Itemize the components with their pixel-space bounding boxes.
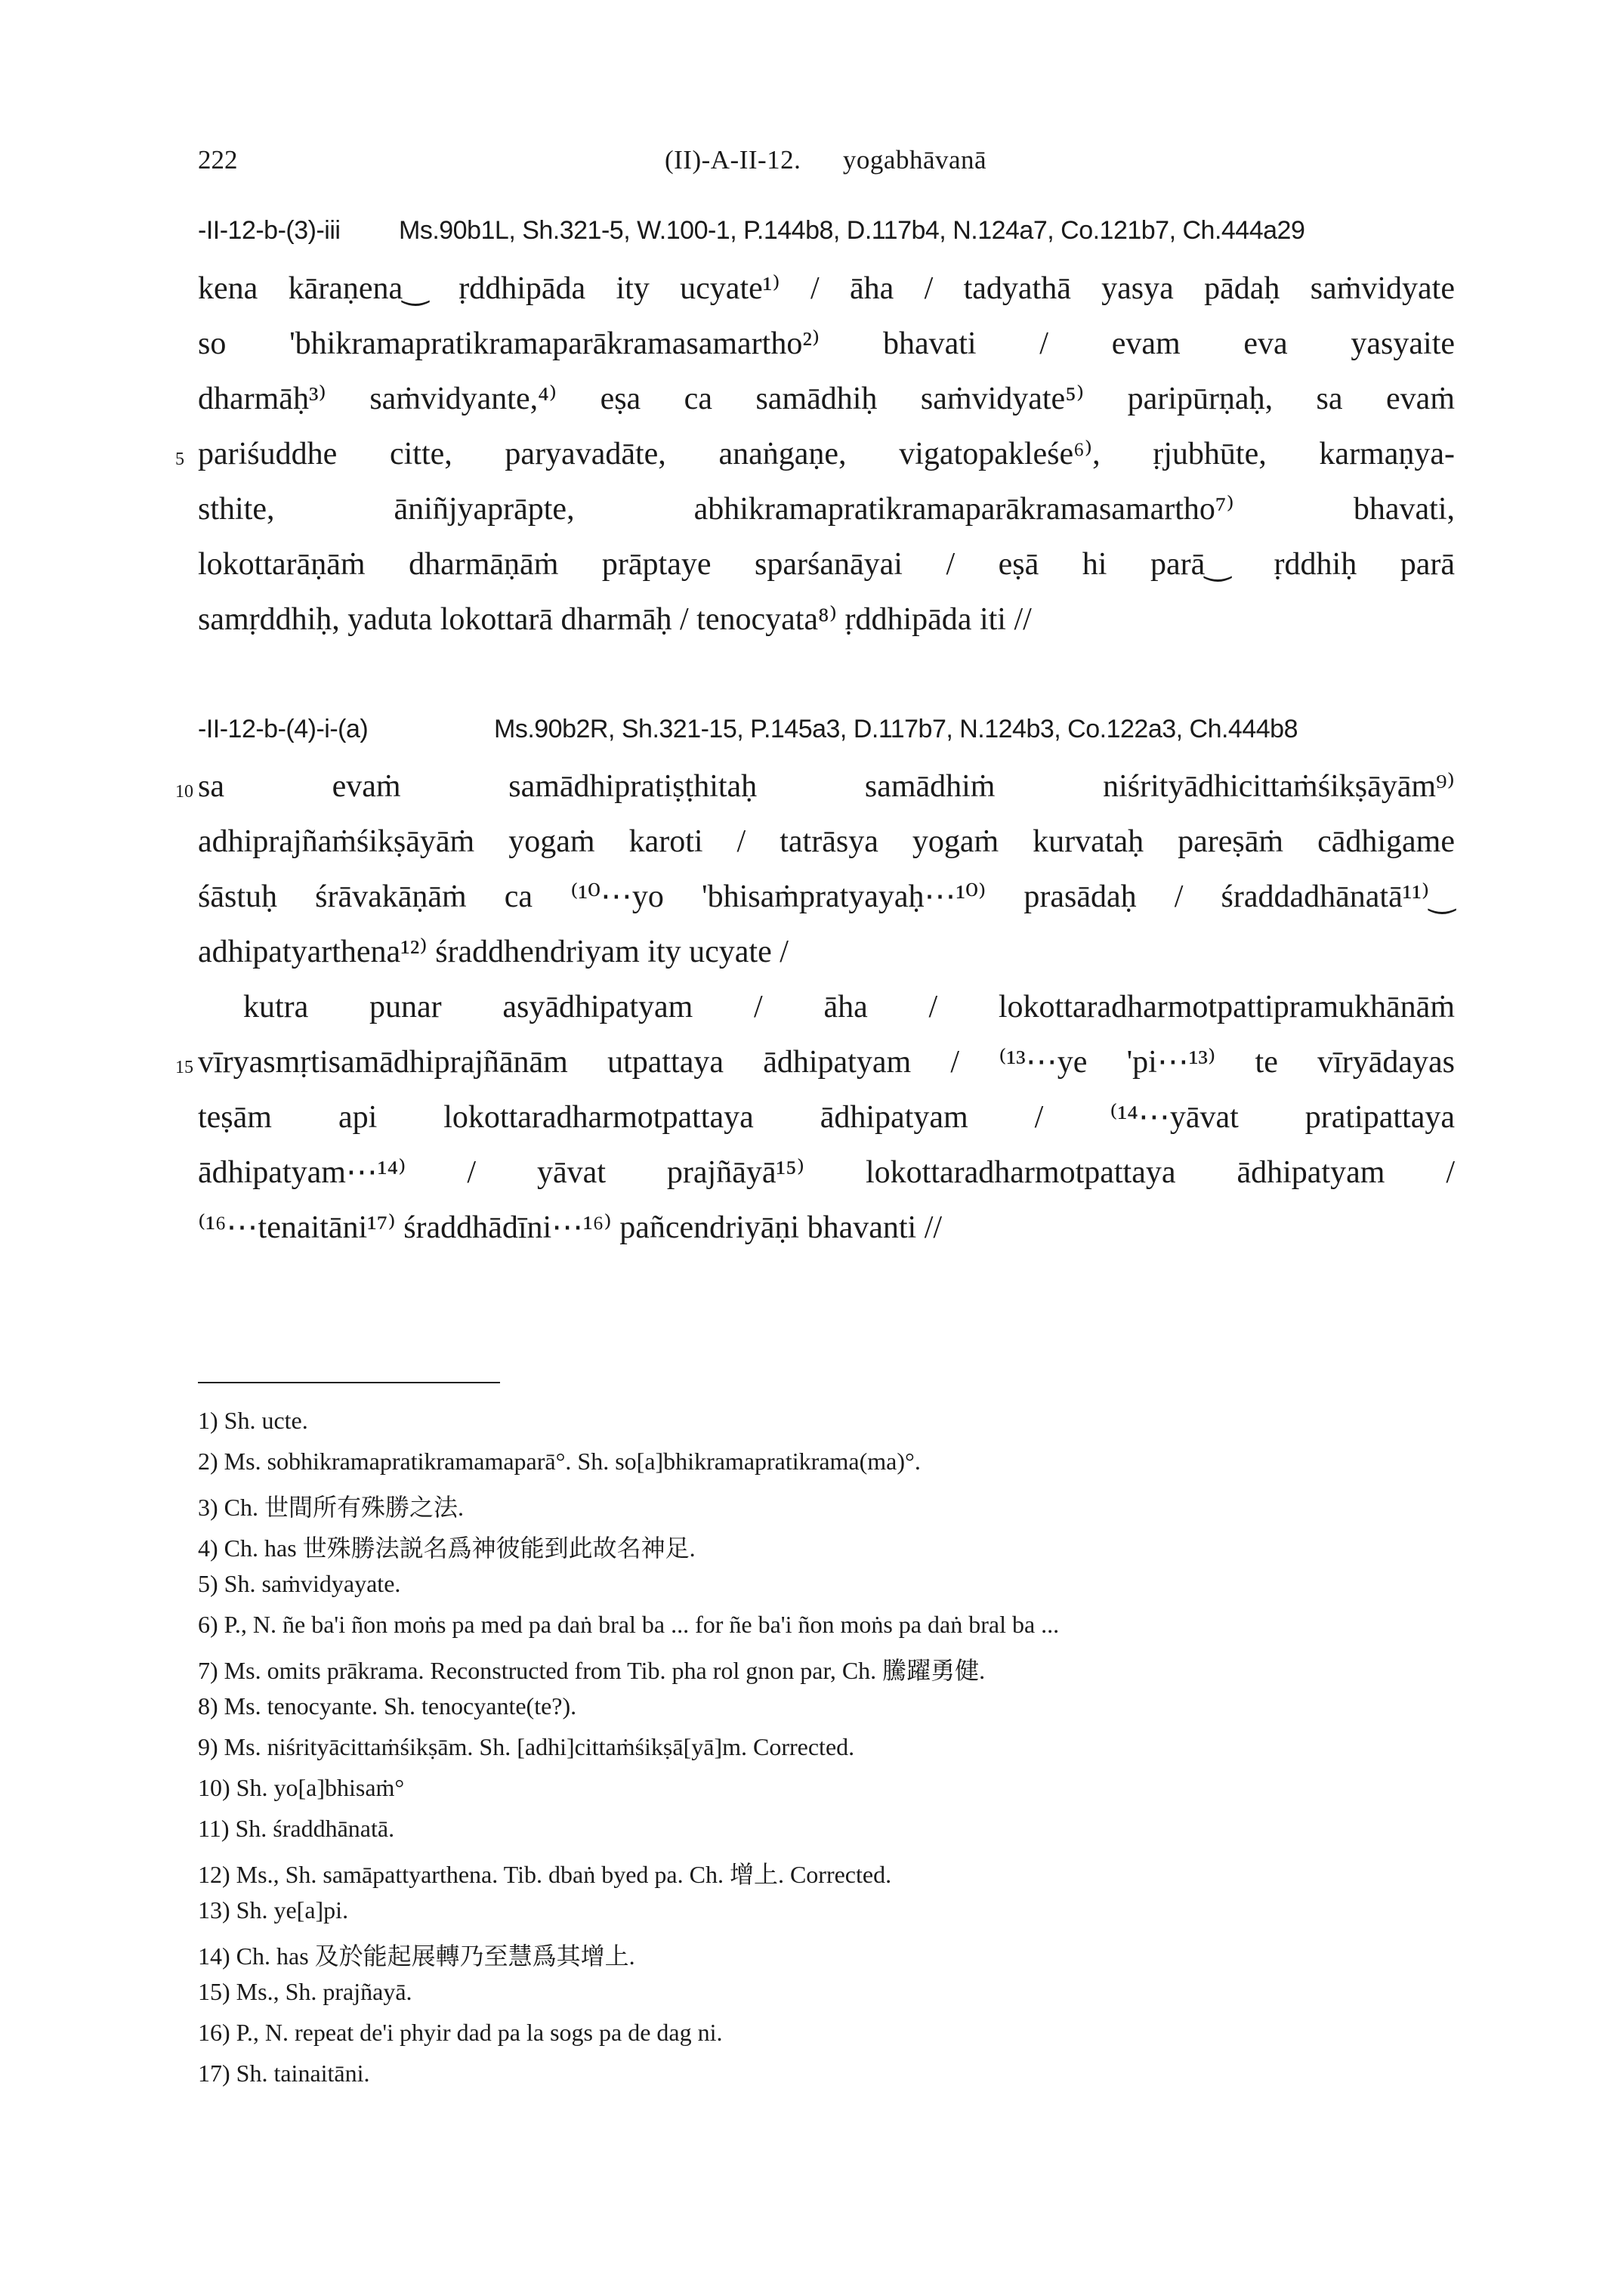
text-line: adhipatyarthena¹²⁾ śraddhendriyam ity ucyate / (198, 935, 789, 969)
footnote: 8) Ms. tenocyante. Sh. tenocyante(te?). (198, 1692, 577, 1720)
footnote: 3) Ch. 世間所有殊勝之法. (198, 1494, 465, 1521)
text-line: dharmāḥ³⁾ saṁvidyante,⁴⁾ eṣa ca samādhiḥ saṁvidyate⁵⁾ paripūrṇaḥ, sa evaṁ (198, 382, 1455, 416)
text-line: ādhipatyam⋯¹⁴⁾ / yāvat prajñāyā¹⁵⁾ lokottaradharmotpattaya ādhipatyam / (198, 1155, 1455, 1190)
text-line: śāstuḥ śrāvakāṇāṁ ca ⁽¹⁰⋯yo 'bhisaṁpratyayaḥ⋯¹⁰⁾ prasādaḥ / śraddadhānatā¹¹⁾‿ (198, 879, 1455, 914)
text-line: ⁽¹⁶⋯tenaitāni¹⁷⁾ śraddhādīni⋯¹⁶⁾ pañcendriyāṇi bhavanti // (198, 1210, 943, 1245)
footnote: 5) Sh. saṁvidyayate. (198, 1570, 401, 1597)
section-id: -II-12-b-(3)-iii (198, 216, 341, 245)
text-line: adhiprajñaṁśikṣāyāṁ yogaṁ karoti / tatrāsya yogaṁ kurvataḥ pareṣāṁ cādhigame (198, 824, 1455, 859)
footnote: 11) Sh. śraddhānatā. (198, 1815, 395, 1842)
line-number: 15 (175, 1058, 193, 1077)
text-line: sa evaṁ samādhipratiṣṭhitaḥ samādhiṁ niśrityādhicittaṁśikṣāyām⁹⁾ (198, 769, 1455, 804)
text-line: vīryasmṛtisamādhiprajñānām utpattaya ādhipatyam / ⁽¹³⋯ye 'pi⋯¹³⁾ te vīryādayas (198, 1045, 1455, 1080)
footnote: 10) Sh. yo[a]bhisaṁ° (198, 1774, 405, 1801)
text-line: kena kāraṇena‿ ṛddhipāda ity ucyate¹⁾ / āha / tadyathā yasya pādaḥ saṁvidyate (198, 271, 1455, 306)
line-number: 5 (175, 450, 184, 469)
text-line: teṣām api lokottaradharmotpattaya ādhipatyam / ⁽¹⁴⋯yāvat pratipattaya (198, 1100, 1455, 1135)
section-reference (198, 216, 1305, 246)
text-line: pariśuddhe citte, paryavadāte, anaṅgaṇe, vigatopakleśe⁶⁾, ṛjubhūte, karmaṇya- (198, 437, 1455, 471)
footnote: 4) Ch. has 世殊勝法説名爲神彼能到此故名神足. (198, 1534, 696, 1562)
footnote: 7) Ms. omits prākrama. Reconstructed from Tib. pha rol gnon par, Ch. 騰躍勇健. (198, 1657, 986, 1684)
text-line: so 'bhikramapratikramaparākramasamartho²⁾ bhavati / evam eva yasyaite (198, 326, 1455, 361)
footnote: 2) Ms. sobhikramapratikramamaparā°. Sh. so[a]bhikramapratikrama(ma)°. (198, 1448, 921, 1475)
section-id: -II-12-b-(4)-i-(a) (198, 715, 369, 743)
page-number: 222 (198, 145, 238, 175)
text-line: kutra punar asyādhipatyam / āha / lokottaradharmotpattipramukhānāṁ (243, 990, 1455, 1024)
manuscript-refs: Ms.90b2R, Sh.321-15, P.145a3, D.117b7, N.124b3, Co.122a3, Ch.444b8 (494, 715, 1298, 743)
manuscript-refs: Ms.90b1L, Sh.321-5, W.100-1, P.144b8, D.117b4, N.124a7, Co.121b7, Ch.444a29 (399, 216, 1305, 245)
footnote: 1) Sh. ucte. (198, 1407, 308, 1434)
footnote: 12) Ms., Sh. samāpattyarthena. Tib. dbaṅ byed pa. Ch. 增上. Corrected. (198, 1861, 892, 1888)
footnote: 16) P., N. repeat de'i phyir dad pa la sogs pa de dag ni. (198, 2019, 723, 2046)
footnote: 13) Sh. ye[a]pi. (198, 1896, 349, 1924)
section-reference (198, 715, 1298, 744)
line-number: 10 (175, 782, 193, 802)
text-line: samṛddhiḥ, yaduta lokottarā dharmāḥ / tenocyata⁸⁾ ṛddhipāda iti // (198, 602, 1032, 637)
footnote: 9) Ms. niśrityācittaṁśikṣām. Sh. [adhi]cittaṁśikṣā[yā]m. Corrected. (198, 1733, 855, 1760)
footnote: 14) Ch. has 及於能起展轉乃至慧爲其增上. (198, 1942, 635, 1970)
footnote-rule (198, 1382, 500, 1383)
footnote: 17) Sh. tainaitāni. (198, 2060, 370, 2087)
text-line: lokottarāṇāṁ dharmāṇāṁ prāptaye sparśanāyai / eṣā hi parā‿ ṛddhiḥ parā (198, 547, 1455, 582)
footnote: 15) Ms., Sh. prajñayā. (198, 1978, 412, 2005)
text-line: sthite, āniñjyaprāpte, abhikramapratikramaparākramasamartho⁷⁾ bhavati, (198, 492, 1455, 527)
footnote: 6) P., N. ñe ba'i ñon moṅs pa med pa daṅ bral ba ... for ñe ba'i ñon moṅs pa daṅ bral ba ... (198, 1611, 1060, 1638)
running-head: (II)-A-II-12. yogabhāvanā (665, 145, 987, 175)
